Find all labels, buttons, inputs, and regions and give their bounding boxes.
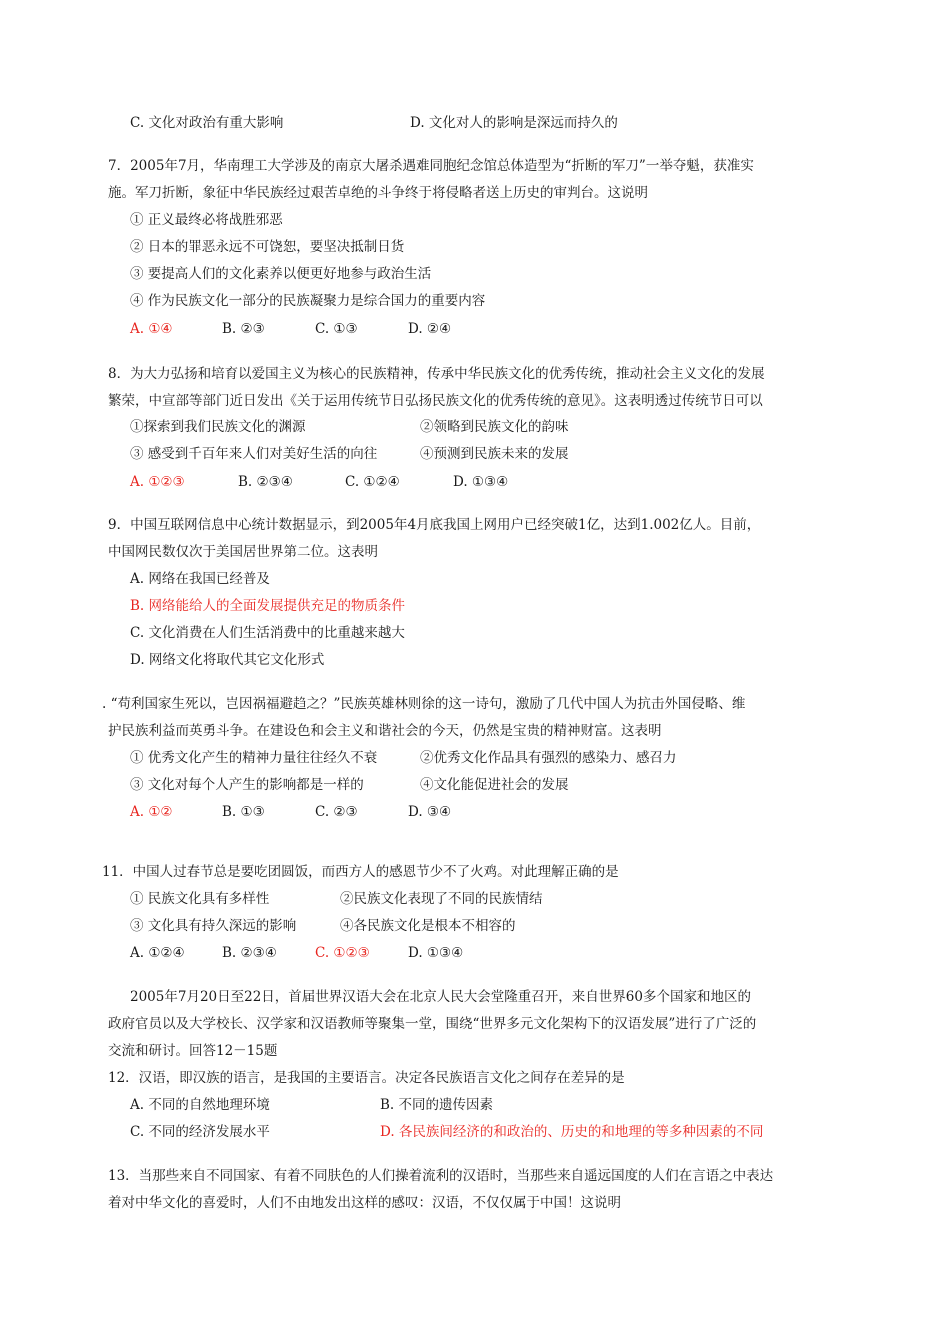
q9-stem-line1: 9．中国互联网信息中心统计数据显示，到2005年4月底我国上网用户已经突破1亿，达到1.002亿人。目前，	[108, 517, 761, 533]
q10-option-a: A. ①②	[130, 804, 173, 820]
q11-option-b: B. ②③④	[222, 945, 277, 961]
q7-option-b: B. ②③	[222, 321, 265, 337]
q8-statement-2: ②领略到民族文化的韵味	[420, 419, 569, 435]
q9-option-d: D. 网络文化将取代其它文化形式	[130, 652, 325, 668]
q9-stem-line2: 中国网民数仅次于美国居世界第二位。这表明	[108, 544, 378, 560]
q12-option-d: D. 各民族间经济的和政治的、历史的和地理的等多种因素的不同	[380, 1124, 764, 1140]
passage-line3: 交流和研讨。回答12－15题	[108, 1043, 278, 1059]
q8-statement-4: ④预测到民族未来的发展	[420, 446, 569, 462]
q12-option-b: B. 不同的遗传因素	[380, 1097, 494, 1113]
q13-stem-line1: 13．当那些来自不同国家、有着不同肤色的人们操着流利的汉语时，当那些来自遥远国度的人们在言语之中表达	[108, 1168, 774, 1184]
q8-statement-1: ①探索到我们民族文化的渊源	[130, 419, 306, 435]
q8-option-d: D. ①③④	[453, 474, 509, 490]
q10-statement-2: ②优秀文化作品具有强烈的感染力、感召力	[420, 750, 677, 766]
q7-option-a: A. ①④	[130, 321, 173, 337]
q9-option-c: C. 文化消费在人们生活消费中的比重越来越大	[130, 625, 405, 641]
q11-option-d: D. ①③④	[408, 945, 464, 961]
q10-statement-1: ① 优秀文化产生的精神力量往往经久不衰	[130, 750, 378, 766]
q11-statement-3: ③ 文化具有持久深远的影响	[130, 918, 297, 934]
q7-statement-1: ① 正义最终必将战胜邪恶	[130, 212, 283, 228]
q11-statement-2: ②民族文化表现了不同的民族情结	[340, 891, 543, 907]
prev-option-c: C. 文化对政治有重大影响	[130, 115, 284, 131]
q7-statement-4: ④ 作为民族文化一部分的民族凝聚力是综合国力的重要内容	[130, 293, 486, 309]
q11-statement-1: ① 民族文化具有多样性	[130, 891, 270, 907]
q10-statement-3: ③ 文化对每个人产生的影响都是一样的	[130, 777, 364, 793]
q7-stem-line2: 施。军刀折断，象征中华民族经过艰苦卓绝的斗争终于将侵略者送上历史的审判台。这说明	[108, 185, 648, 201]
q11-statement-4: ④各民族文化是根本不相容的	[340, 918, 516, 934]
q8-option-a: A. ①②③	[130, 474, 185, 490]
q10-statement-4: ④文化能促进社会的发展	[420, 777, 569, 793]
q10-option-d: D. ③④	[408, 804, 452, 820]
prev-option-d: D. 文化对人的影响是深远而持久的	[410, 115, 618, 131]
q10-stem-line1: . “苟利国家生死以，岂因祸福避趋之？”民族英雄林则徐的这一诗句，激励了几代中国人为抗击外国侵略、维	[102, 696, 746, 712]
q8-stem-line2: 繁荣，中宣部等部门近日发出《关于运用传统节日弘扬民族文化的优秀传统的意见》。这表明透过传统节日可以	[108, 393, 763, 409]
q9-option-a: A. 网络在我国已经普及	[130, 571, 270, 587]
q10-stem-line2: 护民族利益而英勇斗争。在建设色和会主义和谐社会的今天，仍然是宝贵的精神财富。这表明	[108, 723, 662, 739]
q12-option-c: C. 不同的经济发展水平	[130, 1124, 270, 1140]
q9-option-b: B. 网络能给人的全面发展提供充足的物质条件	[130, 598, 406, 614]
passage-line2: 政府官员以及大学校长、汉学家和汉语教师等聚集一堂，围绕“世界多元文化架构下的汉语发展”进行了广泛的	[108, 1016, 757, 1032]
q7-statement-2: ② 日本的罪恶永远不可饶恕，要坚决抵制日货	[130, 239, 405, 255]
passage-line1: 2005年7月20日至22日，首届世界汉语大会在北京人民大会堂隆重召开，来自世界60多个国家和地区的	[130, 989, 751, 1005]
q7-option-c: C. ①③	[315, 321, 358, 337]
q11-option-a: A. ①②④	[130, 945, 185, 961]
q13-stem-line2: 着对中华文化的喜爱时，人们不由地发出这样的感叹：汉语，不仅仅属于中国！这说明	[108, 1195, 621, 1211]
q11-stem-line1: 11．中国人过春节总是要吃团圆饭，而西方人的感恩节少不了火鸡。对此理解正确的是	[102, 864, 619, 880]
q10-option-c: C. ②③	[315, 804, 358, 820]
q10-option-b: B. ①③	[222, 804, 265, 820]
q8-option-b: B. ②③④	[238, 474, 293, 490]
q7-stem-line1: 7．2005年7月，华南理工大学涉及的南京大屠杀遇难同胞纪念馆总体造型为“折断的军刀”一举夺魁，获准实	[108, 158, 754, 174]
q7-statement-3: ③ 要提高人们的文化素养以便更好地参与政治生活	[130, 266, 432, 282]
q8-statement-3: ③ 感受到千百年来人们对美好生活的向往	[130, 446, 378, 462]
q12-option-a: A. 不同的自然地理环境	[130, 1097, 270, 1113]
q8-option-c: C. ①②④	[345, 474, 400, 490]
q7-option-d: D. ②④	[408, 321, 452, 337]
q11-option-c: C. ①②③	[315, 945, 370, 961]
q12-stem-line1: 12．汉语，即汉族的语言，是我国的主要语言。决定各民族语言文化之间存在差异的是	[108, 1070, 625, 1086]
q8-stem-line1: 8．为大力弘扬和培育以爱国主义为核心的民族精神，传承中华民族文化的优秀传统，推动社会主义文化的发展	[108, 366, 765, 382]
